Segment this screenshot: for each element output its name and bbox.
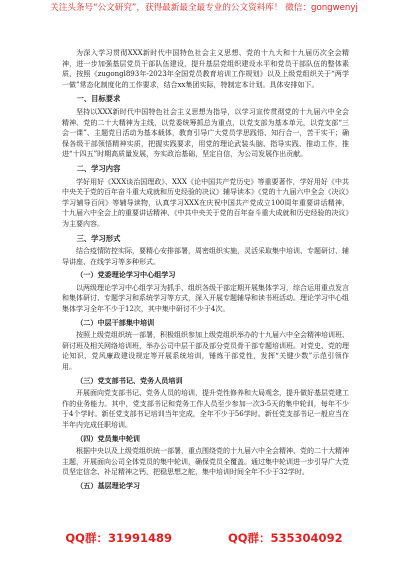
subsection-5-title: （五）基层理论学习 xyxy=(76,480,141,490)
header-banner xyxy=(0,0,408,28)
subsection-1-title: （一）党委理论学习中心组学习 xyxy=(76,270,176,280)
section-1-body: 坚持以XXX新时代中国特色社会主义思想为指导，以学习宣传贯彻党的十九届六中全会精神、党的二十大精神为主线，以党委统筹抓总为重点，以党支部为基本单元，以党支部“三会一课”、主题党日活动为基本载体，教育引导广大党员学思践悟、知行合一，苦干实干；确保各级干部领悟精神实质，把握实践要求，用党的理论武装头脑、指导实践、推动工作，推进“十四五”时期高质量发展，夯实政治基础，坚定自信，为公司发展作出贡献。 xyxy=(62,107,349,159)
section-2-body: 学好用好《XXX谈治国理政》、XXX《论中国共产党历史》等重要著作，学好用好《中共中央关于党的百年奋斗重大成就和历史经验的决议》辅导读本》《党的十九届六中全会《决议》学习辅导百问》等辅导读物，认真学习XXX在庆祝中国共产党成立100周年重要讲话精神、十九届六中全会上的重要讲话精神、《中共中央关于党的百年奋斗重大成就和历史经验的决议》为主要内容。 xyxy=(62,177,349,228)
footer-qq-2: QQ群：535304092 xyxy=(228,531,343,545)
section-3-title: 三、学习形式 xyxy=(76,233,121,243)
subsection-3-body: 开展面向党支部书记、党务人员的培训，提升党性修养和大局观念，提升做好基层党建工作的业务能力。其中，党支部书记和党务工作人员至少参加一次3-5天的集中轮训，每年不少于4个学时。新任党支部书记培训当年完成，全年不少于56学时。新任党支部书记一般应当在半年内完成任职培训。 xyxy=(62,389,349,429)
subsection-4-body: 根据中央以及上级党组织统一部署，重点围绕党的十九届六中全会精神、党的二十大精神主题，开展面向公司全体党员的集中轮训，确保党员全覆盖。通过集中轮训进一步引导广大党员坚定信念、补足精神之钙，把稳思想之舵，集中培训时间全年不少于32学时。 xyxy=(62,447,349,477)
subsection-2-title: （二）中层干部集中培训 xyxy=(76,317,155,327)
banner-line-1: 关注头条号“公文研究”，获得最新最全最专业的公文资料库！ 微信：gongwenyj xyxy=(50,3,358,13)
section-1-title: 一、目标要求 xyxy=(76,94,121,104)
section-3-body: 结合疫情防控实际，要精心安排部署，周密组织实施，灵活采取集中培训、专题研讨、辅导讲座、在线学习等多种形式。 xyxy=(62,247,349,266)
subsection-4-title: （四）党员集中轮训 xyxy=(76,433,141,443)
subsection-3-title: （三）党支部书记、党务人员培训 xyxy=(76,375,183,385)
intro-paragraph: 为深入学习贯彻XXX新时代中国特色社会主义思想、党的十九大和十九届历次全会精神，进一步加强基层党员干部队伍建设，提升基层党组织建设水平和党员干部队伍的整体素质，按照《zugongl893年-2023年全国党员教育培训工作规划》以及上级党组织关于“两学一做”常态化制度化的工作要求，结合xx集团实际，特制定本计划。具体安排如下。 xyxy=(62,49,349,89)
subsection-2-body: 按照上级党组织统一部署，积极组织参加上级党组织举办的十九届六中全会精神培训班、研讨班及相关网络培训班，举办公司中层干部及部分党员骨干部专题培训班。对党史、党的理论知识、党风廉政建设规定等开展系统培训，锤炼干部党性，发挥“关键少数”示范引领作用。 xyxy=(62,331,349,372)
footer-qq-1: QQ群：31991489 xyxy=(65,531,172,545)
document-body xyxy=(62,48,349,494)
subsection-1-body: 以两级理论学习中心组学习为抓手，组织各级干部定期开展集体学习，综合运用重点发言和集体研讨、专题学习和系统学习等方式，深入开展专题辅导和读书班活动。理论学习中心组集体学习全年不少于12次，其中集中研讨不少于4次。 xyxy=(62,283,349,314)
section-2-title: 二、学习内容 xyxy=(76,163,121,173)
footer-contact xyxy=(0,530,408,546)
